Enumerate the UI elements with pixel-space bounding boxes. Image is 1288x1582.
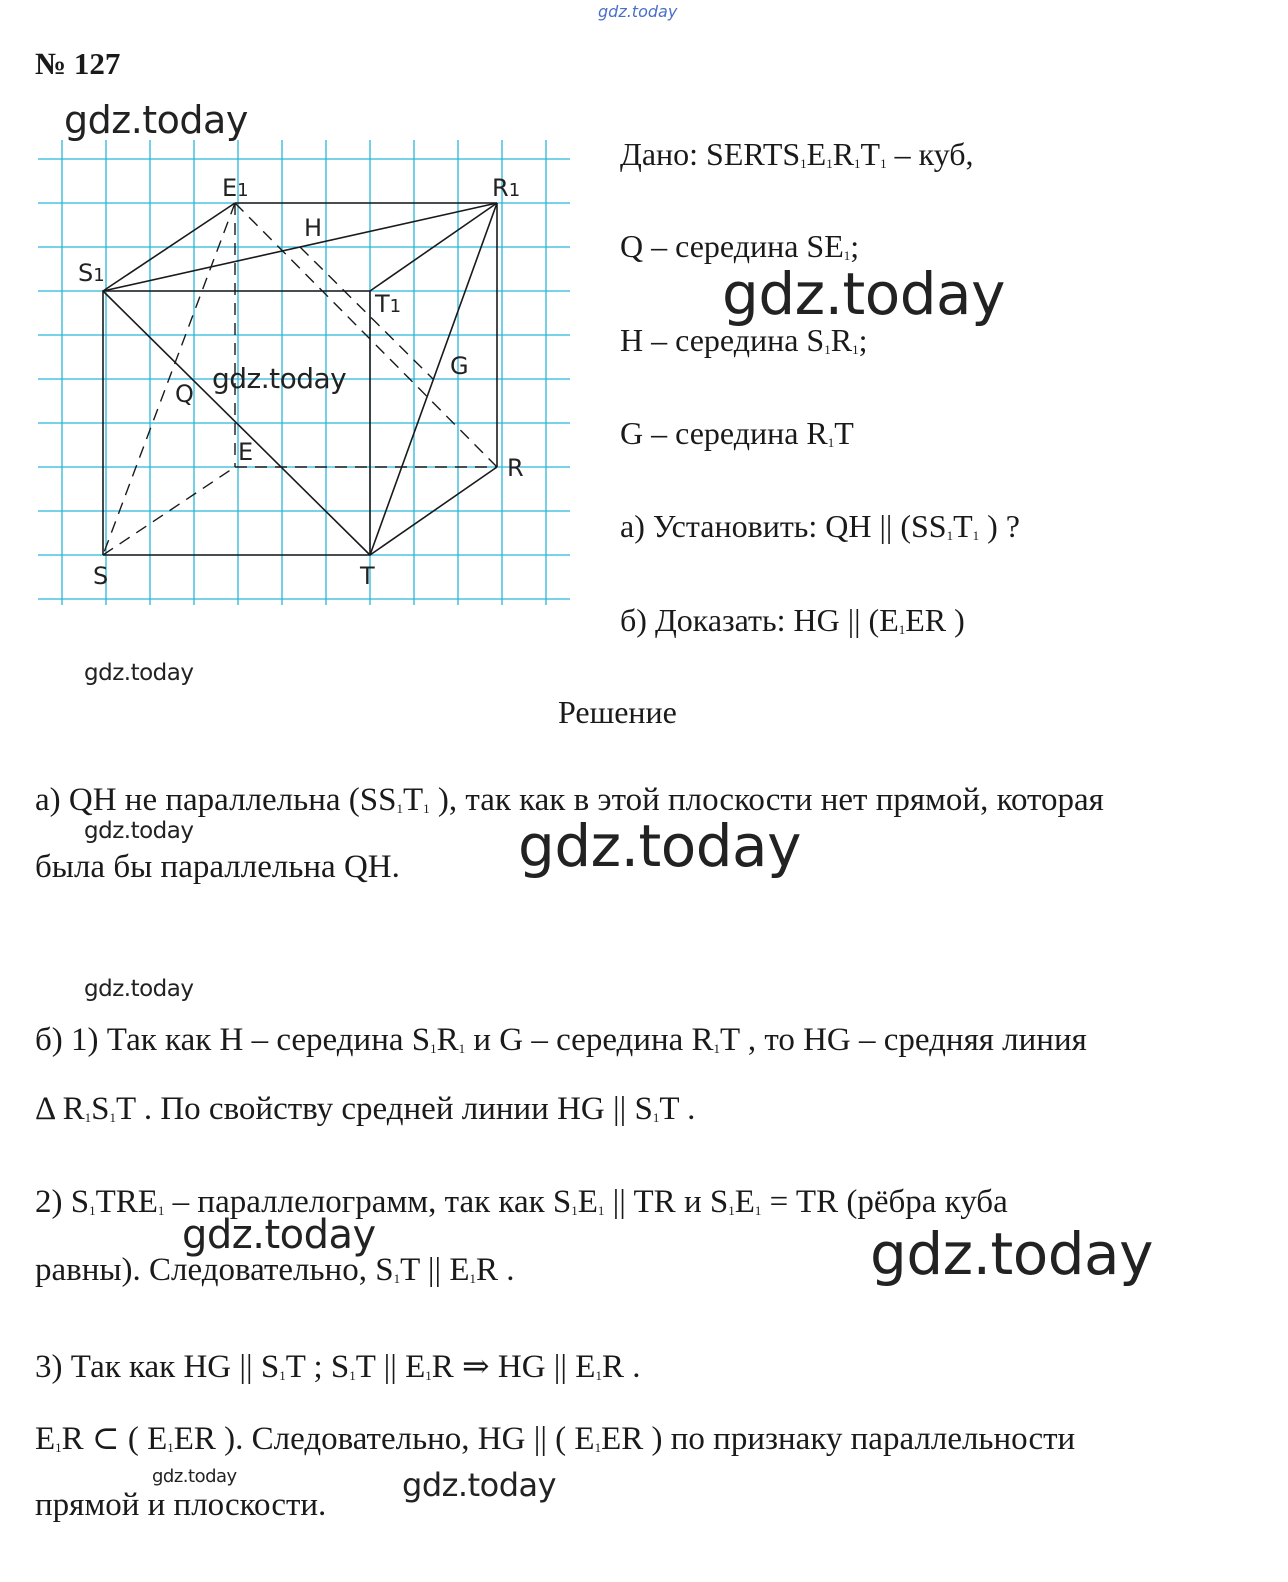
watermark: gdz.today xyxy=(84,976,194,1002)
task-a: а) Установить: QH || ($SS_1T_1$ ) ? xyxy=(620,508,1020,544)
given-cube: Дано: $SERTS_1E_1R_1T_1$ – куб, xyxy=(620,136,974,172)
watermark: gdz.today xyxy=(870,1220,1153,1288)
label-t1: T1 xyxy=(375,290,402,318)
watermark: gdz.today xyxy=(212,362,347,395)
problem-number: № 127 xyxy=(35,46,121,81)
given-g: G – середина $R_1T$ xyxy=(620,415,854,451)
watermark: gdz.today xyxy=(182,1212,376,1258)
label-q: Q xyxy=(175,380,194,408)
label-r: R xyxy=(507,454,524,482)
solution-heading: Решение xyxy=(558,694,677,730)
watermark: gdz.today xyxy=(402,1466,557,1504)
solution-a-line2: была бы параллельна QH. xyxy=(35,849,400,885)
solution-b1-line2: Δ $R_1S_1T$ . По свойству средней линии HG || $S_1T$ . xyxy=(35,1091,696,1127)
given-q: Q – середина $SE_1$; xyxy=(620,228,860,264)
solution-b1-line1: б) 1) Так как H – середина $S_1R_1$ и G – середина $R_1T$ , то HG – средняя линия xyxy=(35,1022,1087,1058)
solution-a-line1: а) QH не параллельна ($SS_1T_1$ ), так как в этой плоскости нет прямой, которая xyxy=(35,782,1104,818)
label-r1: R1 xyxy=(492,174,521,202)
solution-b2-line1: 2) $S_1TRE_1$ – параллелограмм, так как $S_1E_1$ || TR и $S_1E_1$ = TR (рёбра куба xyxy=(35,1184,1008,1220)
given-h: H – середина $S_1R_1$; xyxy=(620,322,868,358)
watermark: gdz.today xyxy=(84,660,194,686)
solution-b3-line3: прямой и плоскости. xyxy=(35,1487,327,1523)
label-t: T xyxy=(360,562,375,590)
label-e1: E1 xyxy=(222,174,249,202)
solution-b2-line2: равны). Следовательно, $S_1T$ || $E_1R$ . xyxy=(35,1252,515,1288)
label-g: G xyxy=(450,352,469,380)
task-b: б) Доказать: HG || ($E_1ER$ ) xyxy=(620,602,965,638)
watermark: gdz.today xyxy=(722,260,1005,328)
label-e: E xyxy=(238,438,254,466)
solution-b3-line1: 3) Так как HG || $S_1T$ ; $S_1T$ || $E_1R$ ⇒ HG || $E_1R$ . xyxy=(35,1349,641,1385)
watermark: gdz.today xyxy=(64,98,248,142)
solution-b3-line2: $E_1R$ ⊂ ( $E_1ER$ ). Следовательно, HG || ( $E_1ER$ ) по признаку параллельности xyxy=(35,1421,1076,1457)
watermark: gdz.today xyxy=(84,818,194,844)
label-h: H xyxy=(304,214,323,242)
watermark-top: gdz.today xyxy=(598,2,678,21)
label-s: S xyxy=(93,562,109,590)
label-s1: S1 xyxy=(78,259,105,287)
watermark: gdz.today xyxy=(152,1466,237,1487)
watermark: gdz.today xyxy=(518,812,801,880)
